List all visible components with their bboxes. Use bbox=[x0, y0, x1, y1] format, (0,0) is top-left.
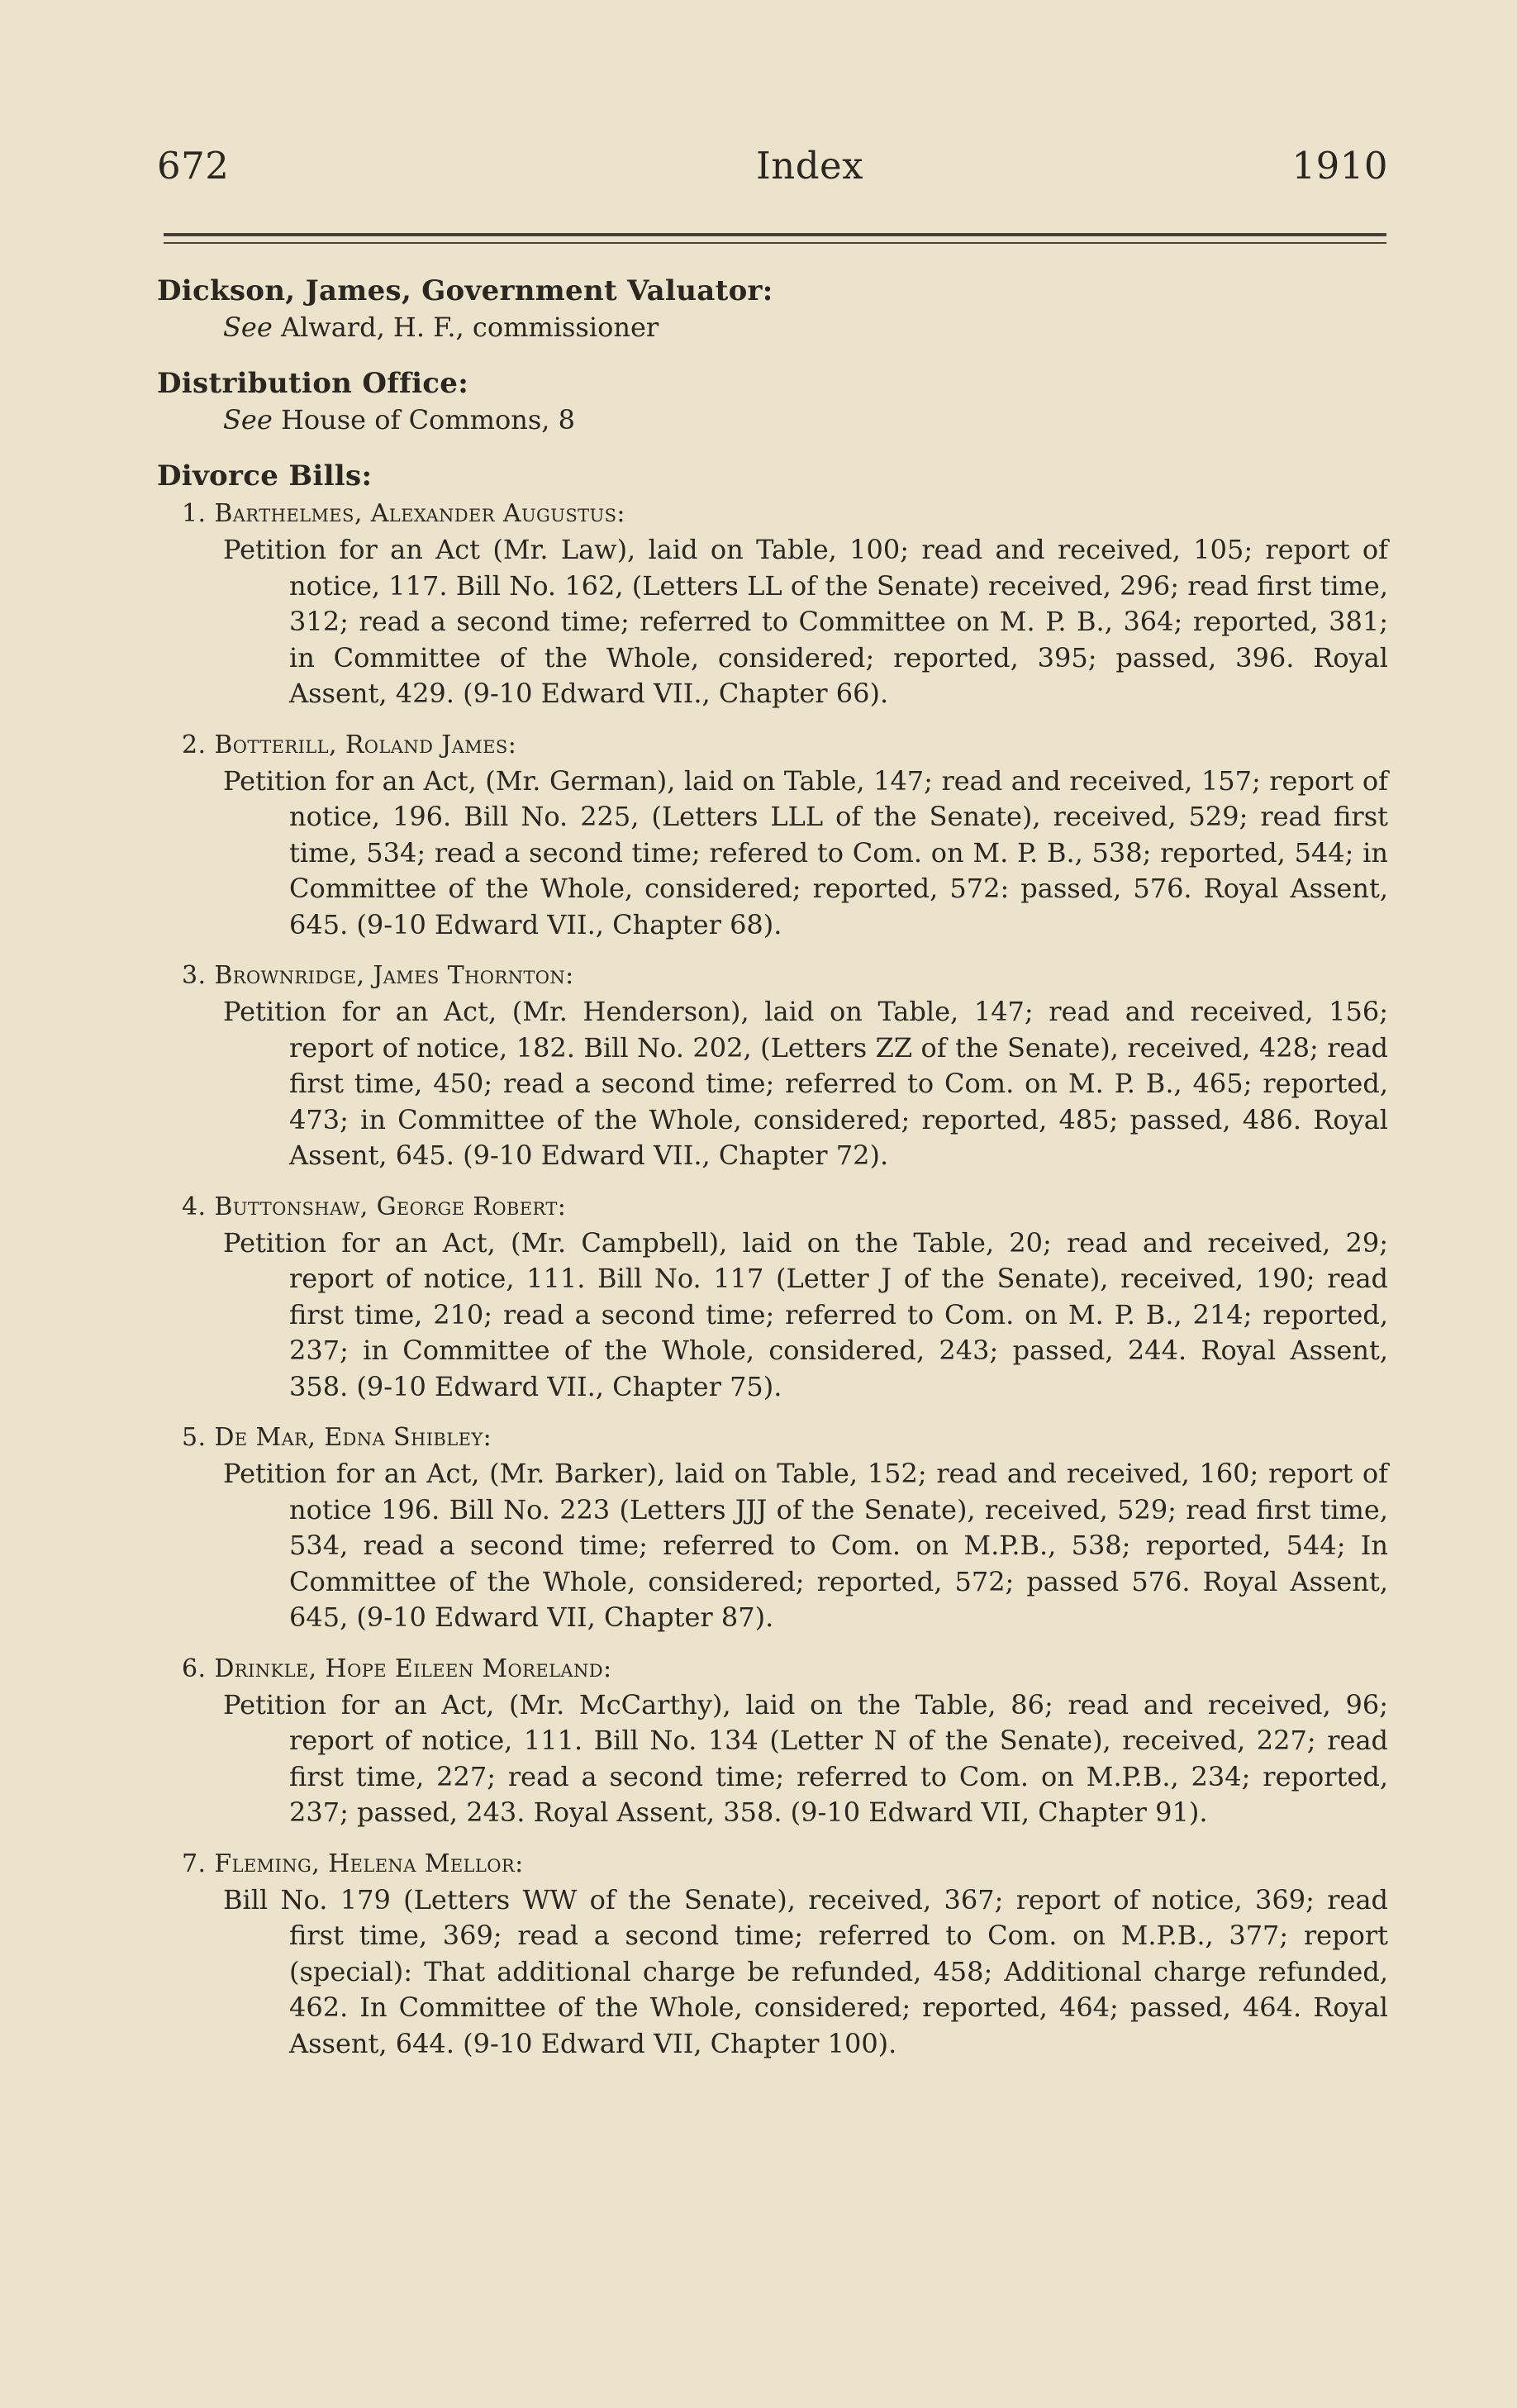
divorce-entry bbox=[157, 496, 1388, 712]
see-word: See bbox=[223, 312, 273, 343]
topic-dickson bbox=[157, 273, 1388, 345]
divorce-entry bbox=[157, 1846, 1388, 2063]
divorce-entry bbox=[157, 1420, 1388, 1636]
topic-heading: Dickson, James, Government Valuator: bbox=[157, 274, 773, 307]
page-number: 672 bbox=[157, 144, 230, 188]
entry-text: Petition for an Act, (Mr. Campbell), laid on the Table, 20; read and received, 29; report of notice, 111. Bill No. 117 (Letter J of the Senate), received, 190; read first time, 210; read a second time; referred to Com. on M. P. B., 214; reported, 237; in Committee of the Whole, considered, 243; passed, 244. Royal Assent, 358. (9-10 Edward VII., Chapter 75). bbox=[223, 1226, 1388, 1402]
entry-text: Petition for an Act, (Mr. Henderson), laid on Table, 147; read and received, 156; report of notice, 182. Bill No. 202, (Letters ZZ of the Senate), received, 428; read first time, 450; read a second time; referred to Com. on M. P. B., 465; reported, 473; in Committee of the Whole, considered; reported, 485; passed, 486. Royal Assent, 645. (9-10 Edward VII., Chapter 72). bbox=[223, 996, 1388, 1171]
entry-text: Petition for an Act (Mr. Law), laid on Table, 100; read and received, 105; report of notice, 117. Bill No. 162, (Letters LL of the Senate) received, 296; read first time, 312; read a second time; referred to Committee on M. P. B., 364; reported, 381; in Committee of the Whole, considered; reported, 395; passed, 396. Royal Assent, 429. (9-10 Edward VII., Chapter 66). bbox=[223, 534, 1388, 709]
entry-text: Petition for an Act, (Mr. McCarthy), laid on the Table, 86; read and received, 96; report of notice, 111. Bill No. 134 (Letter N of the Senate), received, 227; read first time, 227; read a second time; referred to Com. on M.P.B., 234; reported, 237; passed, 243. Royal Assent, 358. (9-10 Edward VII, Chapter 91). bbox=[223, 1688, 1388, 1828]
topic-distribution-office bbox=[157, 365, 1388, 438]
divorce-entry bbox=[157, 1189, 1388, 1406]
topic-heading: Distribution Office: bbox=[157, 367, 469, 400]
entry-name: 4. Buttonshaw, George Robert: bbox=[182, 1192, 567, 1221]
see-reference bbox=[157, 402, 1388, 438]
year: 1910 bbox=[1291, 144, 1388, 188]
running-head bbox=[157, 144, 1388, 205]
entry-name: 5. De Mar, Edna Shibley: bbox=[182, 1423, 492, 1452]
entry-text: Bill No. 179 (Letters WW of the Senate), received, 367; report of notice, 369; read first time, 369; read a second time; referred to Com. on M.P.B., 377; report (special): That additional charge be refunded, 458; Additional charge refunded, 462. In Committee of the Whole, considered; reported, 464; passed, 464. Royal Assent, 644. (9-10 Edward VII, Chapter 100). bbox=[223, 1883, 1388, 2059]
entry-name: 7. Fleming, Helena Mellor: bbox=[182, 1849, 524, 1878]
divorce-entry bbox=[157, 1651, 1388, 1831]
entry-name: 6. Drinkle, Hope Eileen Moreland: bbox=[182, 1654, 612, 1683]
divorce-entry bbox=[157, 727, 1388, 944]
entry-text: Petition for an Act, (Mr. Barker), laid on Table, 152; read and received, 160; report of notice 196. Bill No. 223 (Letters JJJ of the Senate), received, 529; read first time, 534, read a second time; referred to Com. on M.P.B., 538; reported, 544; In Committee of the Whole, considered; reported, 572; passed 576. Royal Assent, 645, (9-10 Edward VII, Chapter 87). bbox=[223, 1458, 1388, 1633]
entry-text: Petition for an Act, (Mr. German), laid on Table, 147; read and received, 157; report of notice, 196. Bill No. 225, (Letters LLL of the Senate), received, 529; read first time, 534; read a second time; refered to Com. on M. P. B., 538; reported, 544; in Committee of the Whole, considered; reported, 572: passed, 576. Royal Assent, 645. (9-10 Edward VII., Chapter 68). bbox=[223, 764, 1388, 940]
running-title: Index bbox=[755, 144, 864, 188]
double-rule-top bbox=[164, 233, 1386, 236]
entry-name: 2. Botterill, Roland James: bbox=[182, 730, 517, 759]
double-rule-bottom bbox=[164, 242, 1386, 244]
see-word: See bbox=[223, 404, 273, 435]
divorce-entries bbox=[157, 496, 1388, 2062]
entry-name: 3. Brownridge, James Thornton: bbox=[182, 961, 574, 990]
see-target: Alward, H. F., commissioner bbox=[280, 312, 659, 343]
see-target: House of Commons, 8 bbox=[280, 404, 575, 435]
see-reference bbox=[157, 309, 1388, 345]
topic-heading: Divorce Bills: bbox=[157, 459, 373, 493]
divorce-entry bbox=[157, 958, 1388, 1174]
entry-name: 1. Barthelmes, Alexander Augustus: bbox=[182, 499, 625, 528]
topic-divorce-bills bbox=[157, 458, 1388, 2062]
index-content bbox=[157, 273, 1388, 2082]
